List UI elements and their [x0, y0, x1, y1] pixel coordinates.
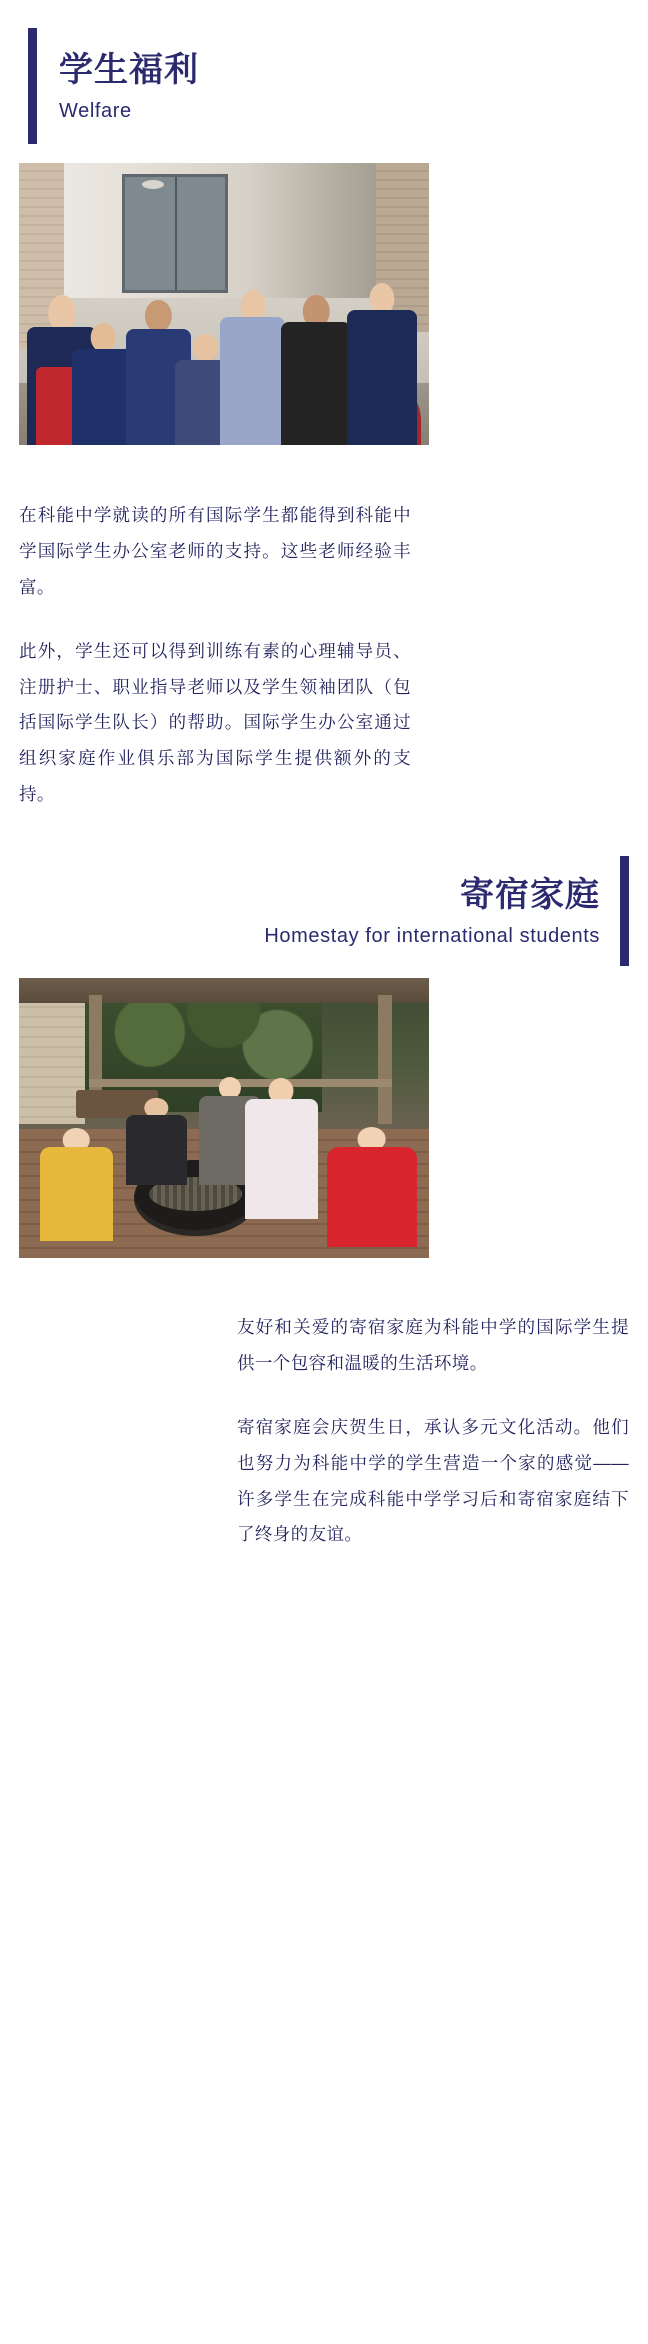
accent-bar-left: [28, 28, 37, 144]
welfare-paragraph-2: 此外，学生还可以得到训练有素的心理辅导员、注册护士、职业指导老师以及学生领袖团队（包括国际学生队长）的帮助。国际学生办公室通过组织家庭作业俱乐部为国际学生提供额外的支持。: [19, 640, 411, 805]
section-homestay-title-cn: 寄宿家庭: [460, 875, 600, 914]
welfare-body: [19, 498, 411, 813]
section-welfare-title-en: Welfare: [59, 100, 132, 123]
section-homestay-heading: [29, 856, 629, 966]
accent-bar-right: [620, 856, 629, 966]
section-welfare-title-cn: 学生福利: [59, 50, 199, 89]
homestay-photo: [19, 978, 429, 1258]
welfare-paragraph-1: 在科能中学就读的所有国际学生都能得到科能中学国际学生办公室老师的支持。这些老师经验丰富。: [19, 505, 411, 597]
homestay-paragraph-2: 寄宿家庭会庆贺生日，承认多元文化活动。他们也努力为科能中学的学生营造一个家的感觉——许多学生在完成科能中学学习后和寄宿家庭结下了终身的友谊。: [237, 1416, 629, 1545]
welfare-photo: [19, 163, 429, 445]
section-welfare-heading: [28, 28, 620, 144]
homestay-paragraph-1: 友好和关爱的寄宿家庭为科能中学的国际学生提供一个包容和温暖的生活环境。: [237, 1317, 629, 1373]
homestay-body: [237, 1310, 629, 1553]
section-homestay-title-en: Homestay for international students: [264, 925, 600, 948]
